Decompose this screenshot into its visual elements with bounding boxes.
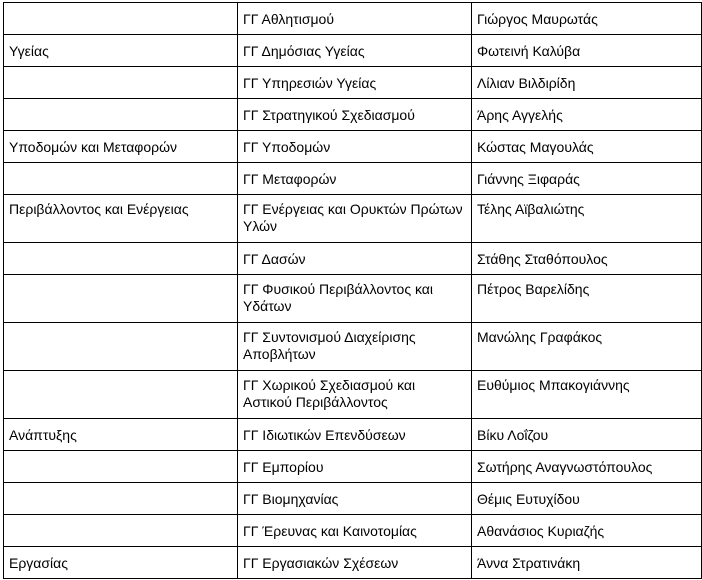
ministry-cell bbox=[4, 3, 238, 35]
person-cell: Πέτρος Βαρελίδης bbox=[472, 275, 702, 323]
person-cell: Άρης Αγγελής bbox=[472, 99, 702, 131]
table-row bbox=[4, 547, 702, 579]
table-row bbox=[4, 67, 702, 99]
person-cell: Λίλιαν Βιλδιρίδη bbox=[472, 67, 702, 99]
ministry-cell bbox=[4, 371, 238, 419]
ministry-cell bbox=[4, 323, 238, 371]
person-cell: Μανώλης Γραφάκος bbox=[472, 323, 702, 371]
table-row bbox=[4, 515, 702, 547]
person-cell: Αθανάσιος Κυριαζής bbox=[472, 515, 702, 547]
person-cell: Τέλης Αϊβαλιώτης bbox=[472, 195, 702, 243]
ministry-cell: Υποδομών και Μεταφορών bbox=[4, 131, 238, 163]
person-cell: Φωτεινή Καλύβα bbox=[472, 35, 702, 67]
ministry-cell bbox=[4, 275, 238, 323]
secretariat-cell: ΓΓ Στρατηγικού Σχεδιασμού bbox=[238, 99, 472, 131]
secretariat-cell: ΓΓ Μεταφορών bbox=[238, 163, 472, 195]
secretariat-cell: ΓΓ Δασών bbox=[238, 243, 472, 275]
ministry-cell bbox=[4, 515, 238, 547]
appointments-table bbox=[3, 2, 702, 579]
table-row bbox=[4, 371, 702, 419]
ministry-cell bbox=[4, 483, 238, 515]
person-cell: Γιάννης Ξιφαράς bbox=[472, 163, 702, 195]
secretariat-cell: ΓΓ Ενέργειας και Ορυκτών Πρώτων Υλών bbox=[238, 195, 472, 243]
person-cell: Βίκυ Λοΐζου bbox=[472, 419, 702, 451]
table-row bbox=[4, 99, 702, 131]
secretariat-cell: ΓΓ Υπηρεσιών Υγείας bbox=[238, 67, 472, 99]
secretariat-cell: ΓΓ Υποδομών bbox=[238, 131, 472, 163]
ministry-cell bbox=[4, 163, 238, 195]
person-cell: Ευθύμιος Μπακογιάννης bbox=[472, 371, 702, 419]
table-row bbox=[4, 275, 702, 323]
secretariat-cell: ΓΓ Εργασιακών Σχέσεων bbox=[238, 547, 472, 579]
table-row bbox=[4, 163, 702, 195]
secretariat-cell: ΓΓ Ιδιωτικών Επενδύσεων bbox=[238, 419, 472, 451]
secretariat-cell: ΓΓ Δημόσιας Υγείας bbox=[238, 35, 472, 67]
table-row bbox=[4, 195, 702, 243]
person-cell: Στάθης Σταθόπουλος bbox=[472, 243, 702, 275]
ministry-cell bbox=[4, 99, 238, 131]
person-cell: Θέμις Ευτυχίδου bbox=[472, 483, 702, 515]
table-row bbox=[4, 483, 702, 515]
ministry-cell bbox=[4, 243, 238, 275]
ministry-cell bbox=[4, 451, 238, 483]
secretariat-cell: ΓΓ Συντονισμού Διαχείρισης Αποβλήτων bbox=[238, 323, 472, 371]
ministry-cell: Υγείας bbox=[4, 35, 238, 67]
secretariat-cell: ΓΓ Βιομηχανίας bbox=[238, 483, 472, 515]
person-cell: Γιώργος Μαυρωτάς bbox=[472, 3, 702, 35]
person-cell: Σωτήρης Αναγνωστόπουλος bbox=[472, 451, 702, 483]
table-row bbox=[4, 131, 702, 163]
appointments-table-container bbox=[3, 2, 702, 579]
secretariat-cell: ΓΓ Αθλητισμού bbox=[238, 3, 472, 35]
secretariat-cell: ΓΓ Χωρικού Σχεδιασμού και Αστικού Περιβάλλοντος bbox=[238, 371, 472, 419]
ministry-cell: Περιβάλλοντος και Ενέργειας bbox=[4, 195, 238, 243]
ministry-cell bbox=[4, 67, 238, 99]
table-row bbox=[4, 323, 702, 371]
table-row bbox=[4, 451, 702, 483]
person-cell: Άννα Στρατινάκη bbox=[472, 547, 702, 579]
table-row bbox=[4, 3, 702, 35]
table-row bbox=[4, 419, 702, 451]
secretariat-cell: ΓΓ Έρευνας και Καινοτομίας bbox=[238, 515, 472, 547]
table-row bbox=[4, 35, 702, 67]
person-cell: Κώστας Μαγουλάς bbox=[472, 131, 702, 163]
ministry-cell: Εργασίας bbox=[4, 547, 238, 579]
secretariat-cell: ΓΓ Εμπορίου bbox=[238, 451, 472, 483]
secretariat-cell: ΓΓ Φυσικού Περιβάλλοντος και Υδάτων bbox=[238, 275, 472, 323]
ministry-cell: Ανάπτυξης bbox=[4, 419, 238, 451]
table-row bbox=[4, 243, 702, 275]
